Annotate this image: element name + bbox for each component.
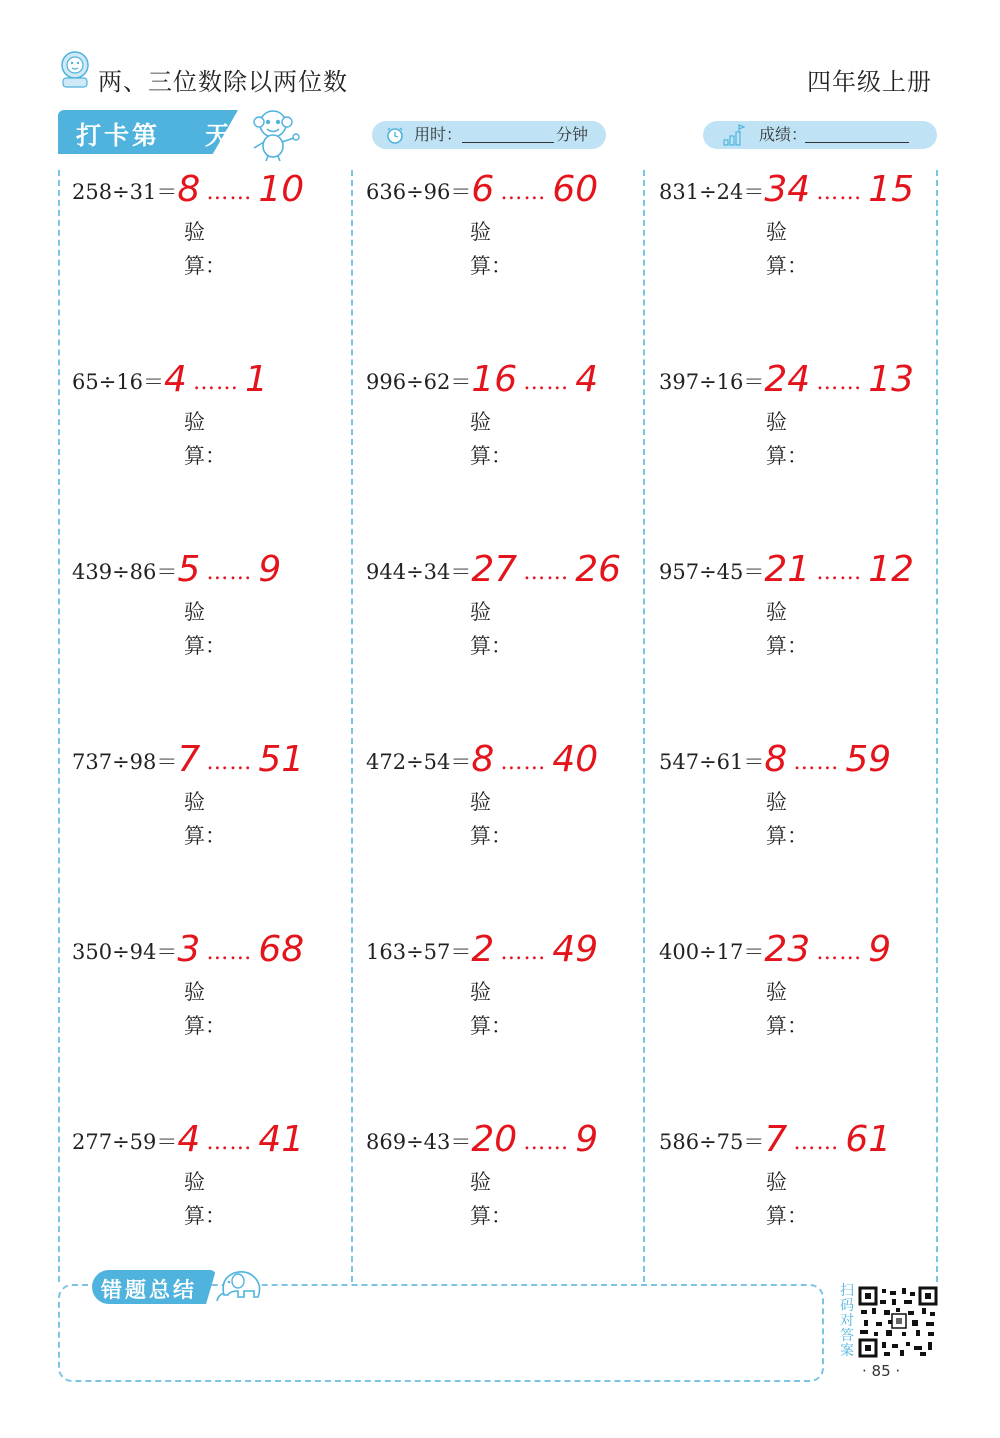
quotient-answer[interactable]: 27 — [471, 549, 518, 590]
qr-caption: 扫码对答案 — [840, 1283, 854, 1359]
remainder-dots: …… — [500, 940, 547, 965]
quotient-answer[interactable]: 34 — [764, 169, 811, 210]
division-expression: 258÷31＝ — [72, 180, 178, 204]
check-label-suan[interactable]: 算： — [184, 824, 226, 848]
check-label-yan: 验 — [470, 220, 491, 244]
remainder-answer[interactable]: 9 — [868, 929, 892, 970]
check-label-yan: 验 — [766, 600, 787, 624]
check-label-suan[interactable]: 算： — [766, 1014, 808, 1038]
division-expression: 636÷96＝ — [366, 180, 472, 204]
remainder-dots: …… — [206, 940, 253, 965]
division-expression: 350÷94＝ — [72, 940, 178, 964]
division-problem — [659, 930, 891, 973]
column-divider — [643, 170, 645, 1282]
remainder-answer[interactable]: 9 — [575, 1119, 599, 1160]
remainder-answer[interactable]: 13 — [868, 359, 915, 400]
score-blank[interactable] — [805, 142, 909, 143]
division-problem — [659, 550, 914, 593]
remainder-answer[interactable]: 26 — [575, 549, 622, 590]
monkey-icon — [246, 104, 304, 162]
check-label-suan[interactable]: 算： — [766, 1204, 808, 1228]
worksheet-topic: 两、三位数除以两位数 — [98, 68, 348, 96]
remainder-answer[interactable]: 61 — [845, 1119, 892, 1160]
quotient-answer[interactable]: 4 — [164, 359, 187, 400]
division-expression: 400÷17＝ — [659, 940, 765, 964]
quotient-answer[interactable]: 7 — [177, 739, 201, 780]
remainder-dots: …… — [793, 1130, 840, 1155]
quotient-answer[interactable]: 23 — [764, 929, 811, 970]
remainder-dots: …… — [500, 180, 547, 205]
remainder-answer[interactable]: 41 — [258, 1119, 305, 1160]
division-expression: 163÷57＝ — [366, 940, 472, 964]
remainder-dots: …… — [206, 560, 253, 585]
check-label-yan: 验 — [470, 410, 491, 434]
check-label-yan: 验 — [470, 1170, 491, 1194]
remainder-dots: …… — [206, 750, 253, 775]
remainder-answer[interactable]: 60 — [552, 169, 599, 210]
check-label-suan[interactable]: 算： — [766, 824, 808, 848]
check-label-suan[interactable]: 算： — [184, 254, 226, 278]
remainder-dots: …… — [816, 940, 863, 965]
check-label-yan: 验 — [470, 790, 491, 814]
division-expression: 996÷62＝ — [366, 370, 472, 394]
quotient-answer[interactable]: 20 — [471, 1119, 518, 1160]
quotient-answer[interactable]: 4 — [177, 1119, 201, 1160]
division-problem — [366, 1120, 598, 1163]
remainder-answer[interactable]: 59 — [845, 739, 892, 780]
check-label-yan: 验 — [184, 980, 205, 1004]
check-label-suan[interactable]: 算： — [470, 1204, 512, 1228]
division-problem — [659, 360, 914, 403]
check-label-suan[interactable]: 算： — [470, 254, 512, 278]
check-label-yan: 验 — [184, 600, 205, 624]
check-label-suan[interactable]: 算： — [470, 634, 512, 658]
remainder-dots: …… — [192, 370, 239, 395]
lion-logo-icon — [58, 50, 92, 90]
division-expression: 831÷24＝ — [659, 180, 765, 204]
division-expression: 277÷59＝ — [72, 1130, 178, 1154]
quotient-answer[interactable]: 5 — [177, 549, 201, 590]
time-blank[interactable] — [462, 142, 554, 143]
check-label-suan[interactable]: 算： — [766, 634, 808, 658]
time-label: 用时： — [414, 125, 463, 144]
check-label-suan[interactable]: 算： — [470, 824, 512, 848]
division-expression: 944÷34＝ — [366, 560, 472, 584]
check-label-yan: 验 — [470, 600, 491, 624]
page-number: · 85 · — [862, 1362, 901, 1380]
chart-flag-icon — [723, 124, 745, 146]
time-field — [372, 121, 606, 149]
remainder-answer[interactable]: 4 — [575, 359, 599, 400]
quotient-answer[interactable]: 6 — [471, 169, 495, 210]
quotient-answer[interactable]: 8 — [764, 739, 788, 780]
check-label-yan: 验 — [766, 220, 787, 244]
division-expression: 397÷16＝ — [659, 370, 765, 394]
division-problem — [72, 930, 304, 973]
division-expression: 957÷45＝ — [659, 560, 765, 584]
division-problem — [72, 1120, 304, 1163]
division-problem — [366, 740, 598, 783]
remainder-answer[interactable]: 68 — [258, 929, 305, 970]
check-label-yan: 验 — [184, 220, 205, 244]
division-expression: 869÷43＝ — [366, 1130, 472, 1154]
remainder-answer[interactable]: 51 — [258, 739, 305, 780]
check-label-suan[interactable]: 算： — [470, 444, 512, 468]
quotient-answer[interactable]: 8 — [177, 169, 201, 210]
check-label-yan: 验 — [470, 980, 491, 1004]
check-label-suan[interactable]: 算： — [184, 634, 226, 658]
division-problem — [72, 360, 268, 403]
check-label-yan: 验 — [184, 1170, 205, 1194]
remainder-dots: …… — [500, 750, 547, 775]
division-problem — [366, 550, 621, 593]
division-problem — [659, 1120, 891, 1163]
grid-border-right — [936, 170, 938, 1282]
remainder-dots: …… — [793, 750, 840, 775]
division-expression: 547÷61＝ — [659, 750, 765, 774]
remainder-dots: …… — [816, 560, 863, 585]
remainder-answer[interactable]: 40 — [552, 739, 599, 780]
division-expression: 439÷86＝ — [72, 560, 178, 584]
check-label-suan[interactable]: 算： — [184, 444, 226, 468]
check-label-yan: 验 — [766, 1170, 787, 1194]
remainder-dots: …… — [816, 180, 863, 205]
remainder-dots: …… — [523, 1130, 570, 1155]
division-problem — [72, 550, 281, 593]
division-problem — [72, 740, 304, 783]
remainder-dots: …… — [206, 1130, 253, 1155]
quotient-answer[interactable]: 24 — [764, 359, 811, 400]
grade-label: 四年级上册 — [807, 68, 932, 96]
remainder-answer[interactable]: 9 — [258, 549, 282, 590]
division-problem — [72, 170, 304, 213]
clock-icon — [386, 126, 404, 144]
division-problem — [366, 360, 598, 403]
remainder-dots: …… — [523, 370, 570, 395]
remainder-dots: …… — [816, 370, 863, 395]
qr-code-icon[interactable] — [858, 1286, 938, 1358]
remainder-answer[interactable]: 10 — [258, 169, 305, 210]
quotient-answer[interactable]: 7 — [764, 1119, 788, 1160]
time-unit: 分钟 — [556, 125, 589, 144]
score-label: 成绩： — [759, 125, 808, 144]
quotient-answer[interactable]: 21 — [764, 549, 811, 590]
score-field — [703, 121, 937, 149]
remainder-answer[interactable]: 49 — [552, 929, 599, 970]
quotient-answer[interactable]: 2 — [471, 929, 495, 970]
division-problem — [659, 170, 914, 213]
check-label-yan: 验 — [766, 980, 787, 1004]
division-expression: 65÷16＝ — [72, 370, 165, 394]
division-expression: 737÷98＝ — [72, 750, 178, 774]
elephant-icon — [214, 1265, 268, 1305]
column-divider — [351, 170, 353, 1282]
check-label-yan: 验 — [184, 790, 205, 814]
remainder-dots: …… — [523, 560, 570, 585]
mistake-summary-label: 错题总结 — [101, 1278, 197, 1302]
division-expression: 586÷75＝ — [659, 1130, 765, 1154]
check-label-suan[interactable]: 算： — [766, 254, 808, 278]
problem-grid — [58, 170, 938, 1282]
quotient-answer[interactable]: 3 — [177, 929, 201, 970]
checkin-day-unit: 天 — [205, 121, 231, 150]
division-expression: 472÷54＝ — [366, 750, 472, 774]
remainder-dots: …… — [206, 180, 253, 205]
check-label-yan: 验 — [766, 410, 787, 434]
division-problem — [659, 740, 891, 783]
check-label-suan[interactable]: 算： — [766, 444, 808, 468]
quotient-answer[interactable]: 16 — [471, 359, 518, 400]
checkin-label: 打卡第 — [76, 121, 161, 150]
remainder-answer[interactable]: 12 — [868, 549, 915, 590]
check-label-yan: 验 — [766, 790, 787, 814]
check-label-yan: 验 — [184, 410, 205, 434]
check-label-suan[interactable]: 算： — [470, 1014, 512, 1038]
check-label-suan[interactable]: 算： — [184, 1204, 226, 1228]
remainder-answer[interactable]: 15 — [868, 169, 915, 210]
remainder-answer[interactable]: 1 — [244, 359, 268, 400]
division-problem — [366, 930, 598, 973]
division-problem — [366, 170, 598, 213]
quotient-answer[interactable]: 8 — [471, 739, 495, 780]
grid-border-left — [58, 170, 60, 1282]
check-label-suan[interactable]: 算： — [184, 1014, 226, 1038]
